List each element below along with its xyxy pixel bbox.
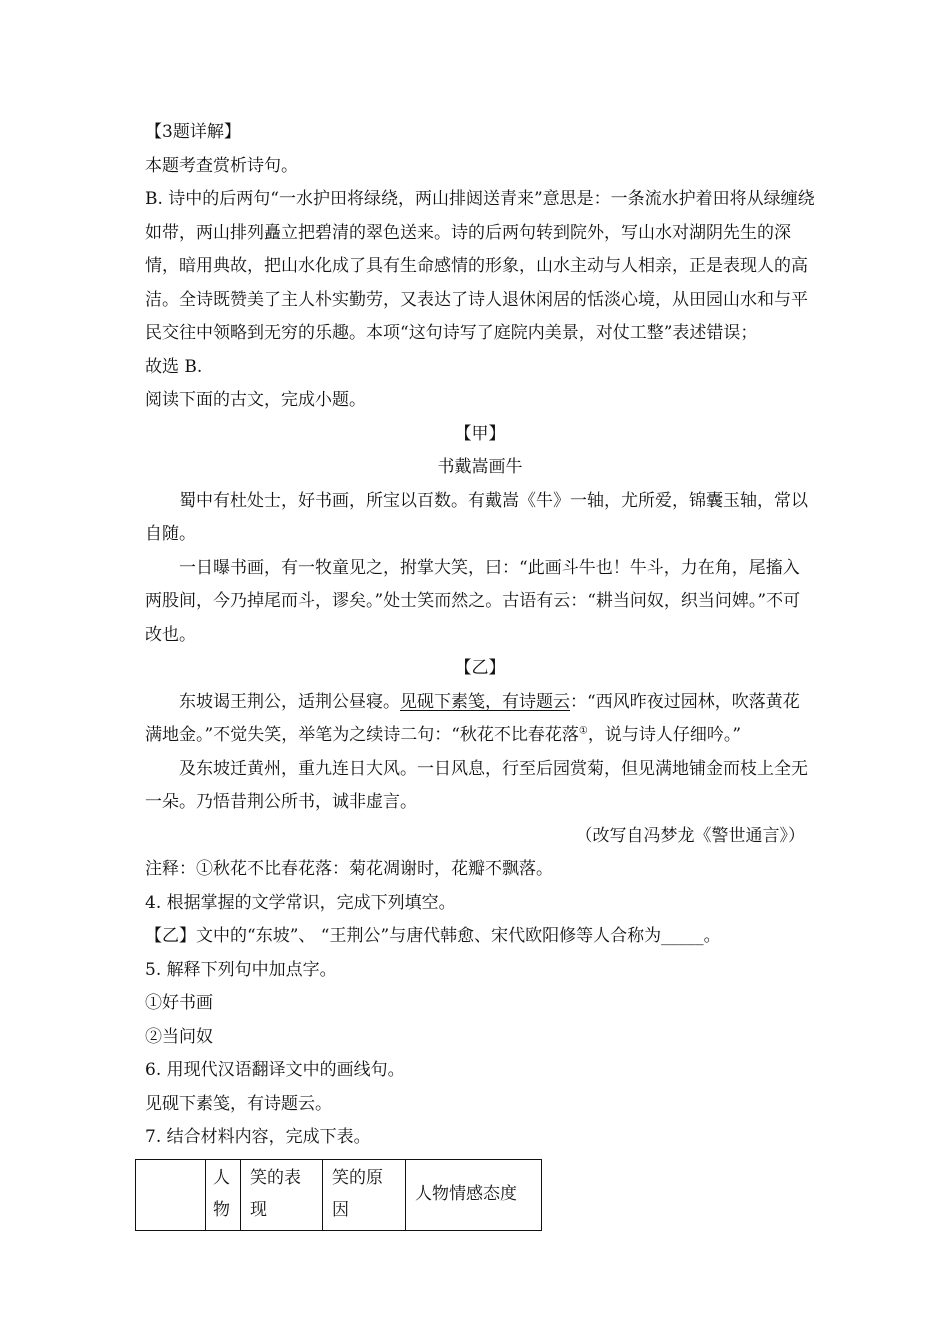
footnote: 注释：①秋花不比春花落：菊花凋谢时，花瓣不飘落。 (145, 859, 553, 879)
question-4: 4. 根据掌握的文学常识，完成下列填空。 (145, 892, 456, 913)
answer-line: 故选 B. (145, 356, 203, 377)
passage-b-paragraph-2: 及东坡迁黄州，重九连日大风。一日风息，行至后园赏菊，但见满地铺金而枝上全无一朵。乃悟昔荆公所书，诚非虚言。 (145, 758, 808, 812)
passage-a-label: 【甲】 (454, 423, 506, 444)
analysis-paragraph: B. 诗中的后两句“一水护田将绿绕，两山排闼送青来”意思是：一条流水护着田将从绿缠绕如带，两山排列矗立把碧清的翠色送来。诗的后两句转到院外，写山水对湖阴先生的深情，暗用典故，把山水化成了具有生命感情的形象，山水主动与人相亲，正是表现人的高洁。全诗既赞美了主人朴实勤劳，又表达了诗人退休闲居的恬淡心境，从田园山水和与平民交往中领略到无穷的乐趣。本项“这句诗写了庭院内美景，对仗工整”表述错误； (145, 189, 815, 343)
passage-b-text-start: 东坡谒王荆公，适荆公昼寝。 (179, 691, 400, 712)
passage-b-paragraph-1 (145, 686, 815, 753)
question-7: 7. 结合材料内容，完成下表。 (145, 1127, 371, 1147)
question-6: 6. 用现代汉语翻译文中的画线句。 (145, 1060, 405, 1080)
table-header-blank (136, 1159, 206, 1230)
reading-prompt: 阅读下面的古文，完成小题。 (145, 390, 366, 410)
passage-b-text-end: ，说与诗人仔细吟。” (587, 725, 742, 745)
table-header-row (136, 1159, 542, 1230)
footnote-marker: ① (578, 725, 588, 737)
passage-b-text-mid: ：“西风昨夜过园林，吹落黄花满地金。”不觉失笑，举笔为之续诗二句：“秋花不比春花落 (145, 691, 800, 745)
passage-b-label: 【乙】 (454, 658, 506, 678)
passage-a-title: 书戴嵩画牛 (437, 457, 523, 477)
question-5-item-1: ①好书画 (145, 993, 213, 1013)
underlined-sentence: 见砚下素笺，有诗题云 (400, 691, 570, 712)
passage-a-paragraph-1: 蜀中有杜处士，好书画，所宝以百数。有戴嵩《牛》一轴，尤所爱，锦囊玉轴，常以自随。 (145, 490, 808, 544)
table-header-person: 人物 (206, 1159, 241, 1230)
table-header-attitude: 人物情感态度 (406, 1159, 542, 1230)
table-header-laugh-manner: 笑的表现 (241, 1159, 323, 1230)
question-5-item-2: ②当问奴 (145, 1026, 213, 1047)
question-4-fill-blank: 【乙】文中的“东坡”、 “王荆公”与唐代韩愈、宋代欧阳修等人合称为_____。 (145, 926, 721, 946)
source-citation: （改写自冯梦龙《警世通言》） (575, 825, 805, 846)
question-5: 5. 解释下列句中加点字。 (145, 959, 337, 980)
answer-table (135, 1159, 542, 1231)
detail-header: 【3题详解】 (145, 122, 241, 142)
question-6-sentence: 见砚下素笺，有诗题云。 (145, 1093, 332, 1114)
passage-a-paragraph-2: 一日曝书画，有一牧童见之，拊掌大笑，曰：“此画斗牛也！牛斗，力在角，尾搐入两股间，今乃掉尾而斗，谬矣。”处士笑而然之。古语有云：“耕当问奴，织当问婢。”不可改也。 (145, 557, 801, 645)
table-header-laugh-reason: 笑的原因 (323, 1159, 406, 1230)
intro-line: 本题考查赏析诗句。 (145, 155, 298, 176)
